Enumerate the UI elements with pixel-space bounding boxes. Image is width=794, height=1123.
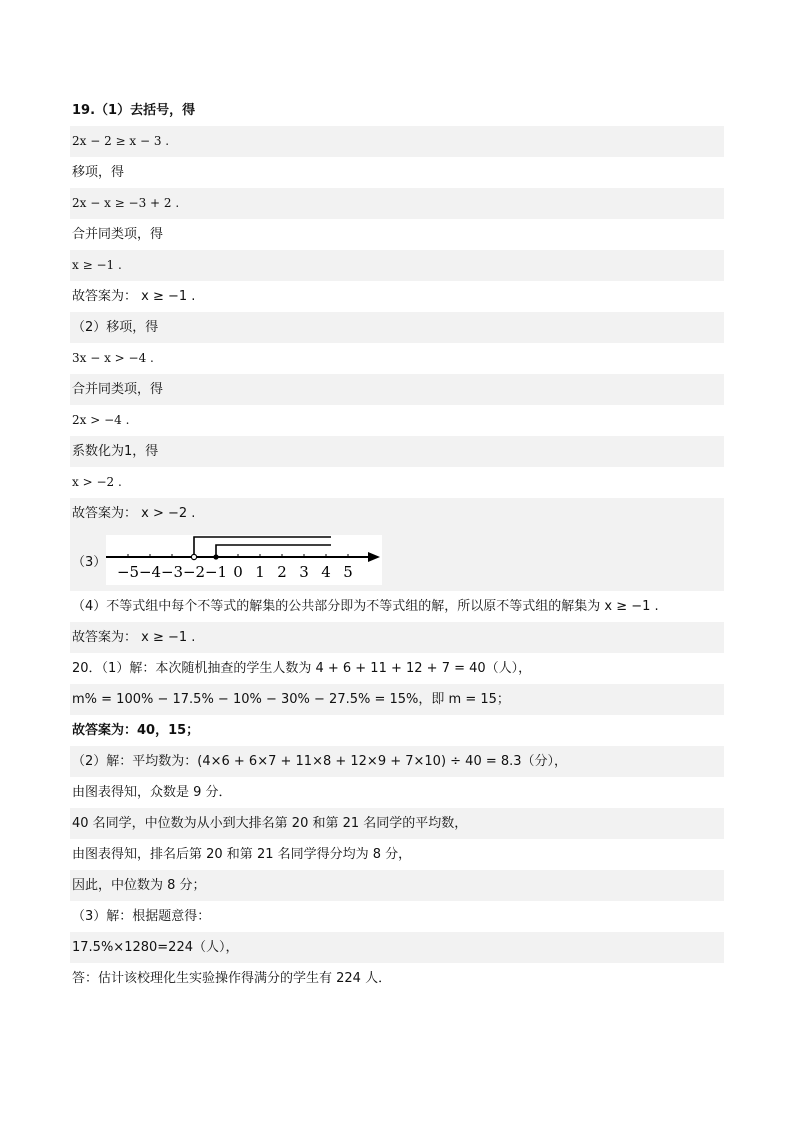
q19-step-combine: x ≥ −1 . — [70, 250, 724, 281]
q19-part3-label: （3） — [72, 554, 107, 570]
q19-step-expand: 2x − 2 ≥ x − 3 . — [70, 126, 724, 157]
q19-label-combine: 合并同类项，得 — [72, 227, 164, 242]
number-line-tick-label: −4 — [138, 563, 162, 581]
q20-part1-heading: 20．（1）解：本次随机抽查的学生人数为 4 + 6 + 11 + 12 + 7 = 40（人）， — [72, 661, 532, 676]
closed-point-neg1 — [213, 554, 218, 559]
q19-part4-answer: 故答案为： x ≥ −1 . — [70, 622, 724, 653]
q20-part2-median-def: 40 名同学，中位数为从小到大排名第 20 和第 21 名同学的平均数， — [70, 808, 724, 839]
q20-part1-answer: 故答案为：40，15； — [72, 723, 200, 738]
number-line-tick-label: −5 — [116, 563, 140, 581]
number-line-tick-label: 1 — [255, 563, 265, 581]
q19-label-move: 移项，得 — [72, 165, 125, 180]
q19-part2-step-move: 3x − x > −4 . — [72, 351, 154, 365]
q20-part3-answer: 答：估计该校理化生实验操作得满分的学生有 224 人． — [72, 971, 392, 986]
number-line-tick-label: 5 — [343, 563, 353, 581]
q20-part1-percent: m% = 100% − 17.5% − 10% − 30% − 27.5% = 15%，即 m = 15； — [70, 684, 724, 715]
number-line-tick-label: 4 — [321, 563, 331, 581]
q20-part3-heading: （3）解：根据题意得： — [72, 909, 211, 924]
q19-part4-conclusion: （4）不等式组中每个不等式的解集的公共部分即为不等式组的解，所以原不等式组的解集为 x ≥ −1 . — [72, 599, 659, 614]
q19-part2-answer: 故答案为： x > −2 . — [70, 498, 724, 529]
number-line-diagram — [106, 535, 382, 585]
q19-part2-step-coef: x > −2 . — [72, 475, 122, 489]
q20-part2-median-rank: 由图表得知，排名后第 20 和第 21 名同学得分均为 8 分， — [72, 847, 412, 862]
number-line-tick-label: −3 — [160, 563, 184, 581]
q20-part3-calc: 17.5%×1280=224（人）， — [70, 932, 724, 963]
q20-part2-mode: 由图表得知，众数是 9 分． — [72, 785, 232, 800]
q20-part2-median: 因此，中位数为 8 分； — [70, 870, 724, 901]
number-line-tick-label: 3 — [299, 563, 309, 581]
q19-part2-step-combine: 2x > −4 . — [72, 413, 130, 427]
q19-part2-label-coef: 系数化为1，得 — [70, 436, 724, 467]
q19-part1-heading: 19.（1）去括号，得 — [72, 103, 196, 118]
q19-part1-answer: 故答案为： x ≥ −1 . — [72, 289, 196, 304]
open-point-neg2 — [191, 554, 196, 559]
number-line-tick-label: 0 — [233, 563, 243, 581]
q19-step-move: 2x − x ≥ −3 + 2 . — [70, 188, 724, 219]
q20-part2-mean: （2）解：平均数为：(4×6 + 6×7 + 11×8 + 12×9 + 7×10) ÷ 40 = 8.3（分）， — [70, 746, 724, 777]
number-line-tick-label: −2 — [182, 563, 206, 581]
solution-content — [70, 95, 724, 994]
number-line-tick-label: −1 — [204, 563, 228, 581]
q19-part3-row — [70, 529, 724, 591]
q19-part2-label-combine: 合并同类项，得 — [70, 374, 724, 405]
number-line-tick-label: 2 — [277, 563, 287, 581]
q19-part2-heading: （2）移项，得 — [70, 312, 724, 343]
